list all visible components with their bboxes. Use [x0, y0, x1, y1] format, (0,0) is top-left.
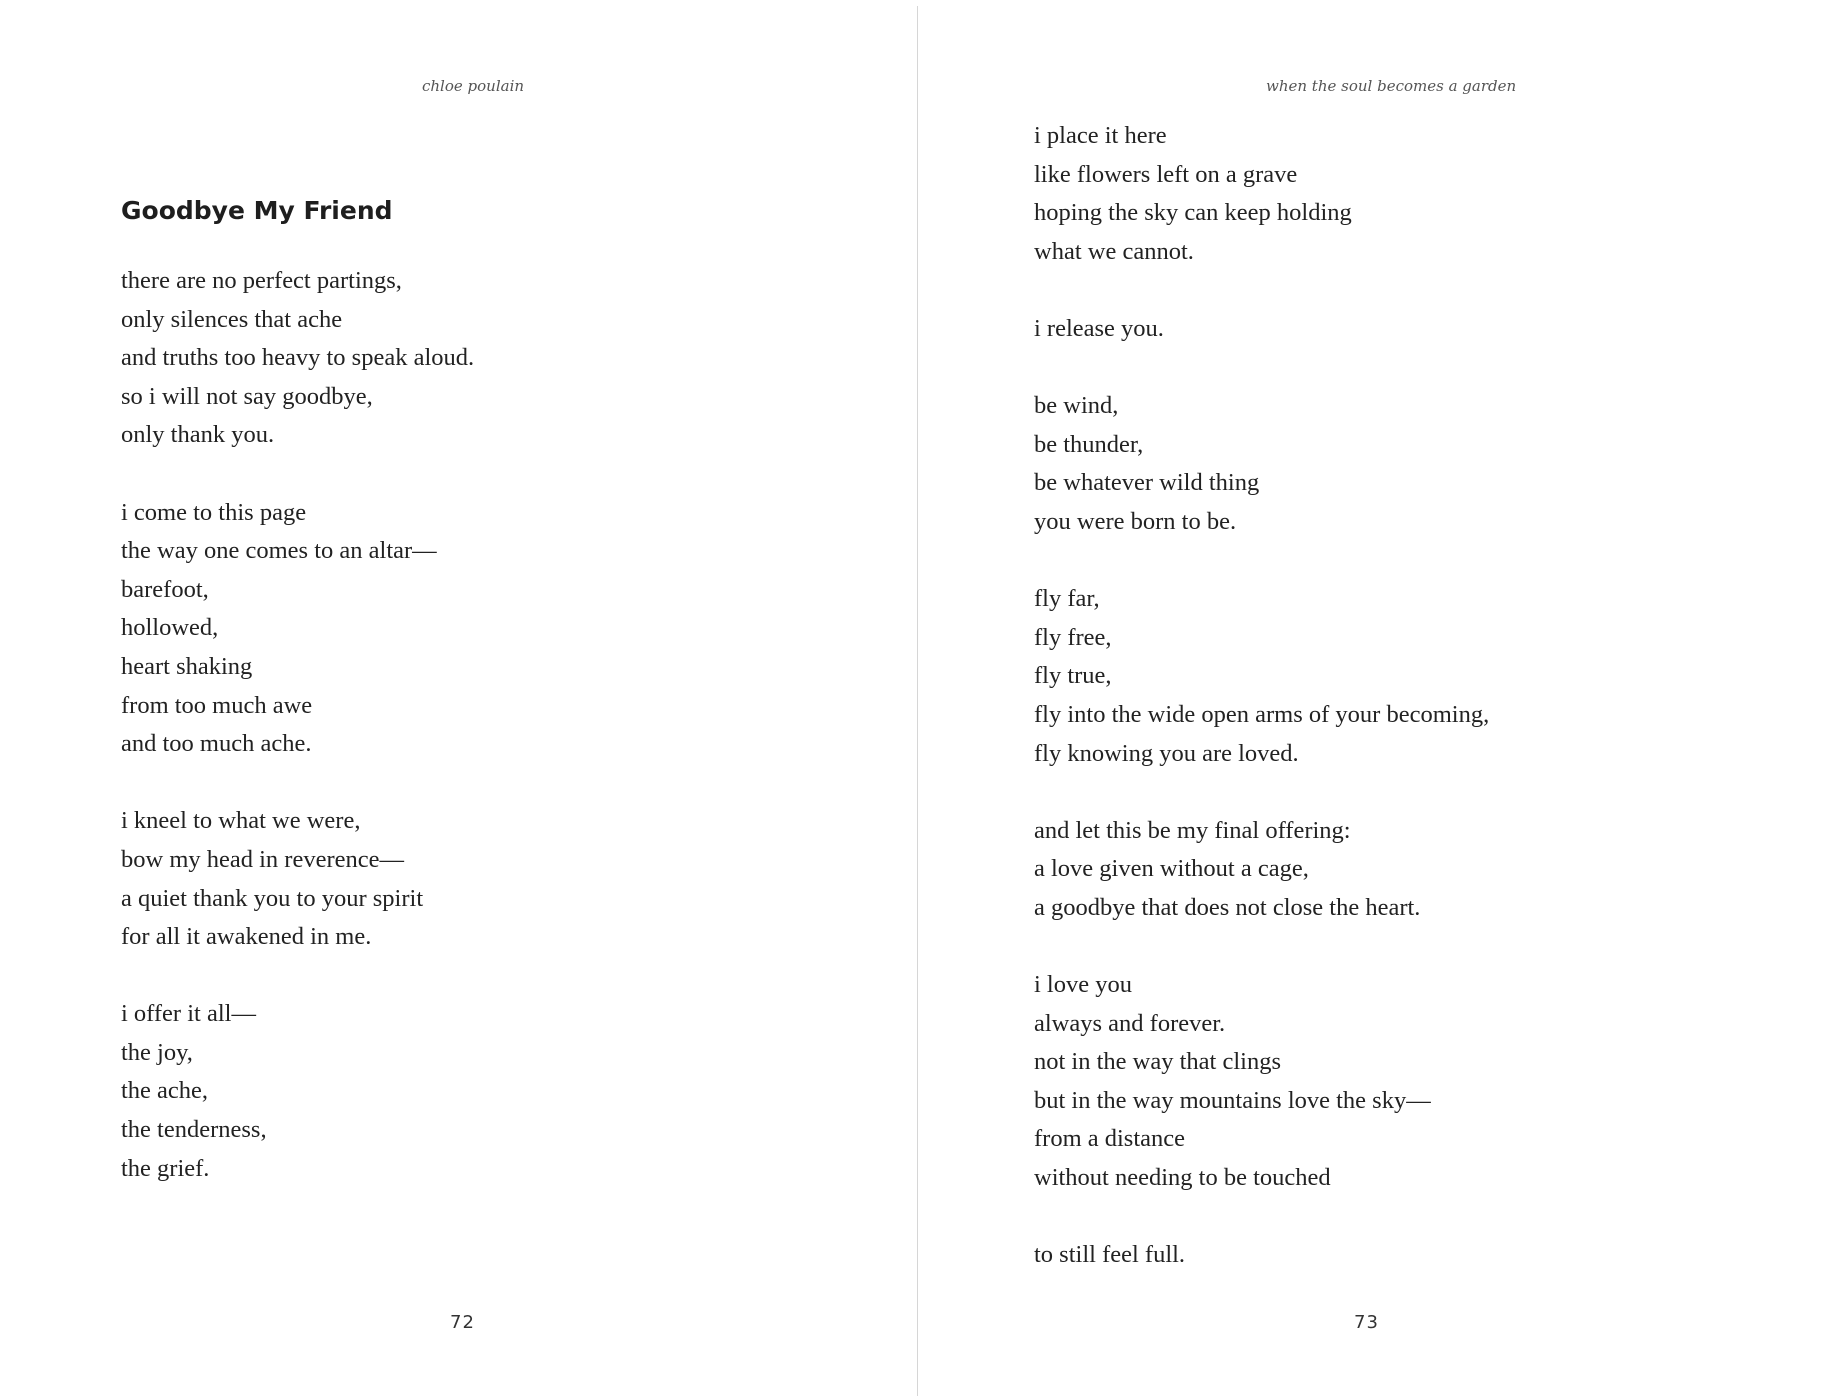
poem-line: barefoot, [121, 575, 209, 603]
stanza [1034, 580, 1489, 773]
poem-line: fly far, [1034, 585, 1100, 613]
stanza [121, 995, 474, 1188]
poem-line: i offer it all— [121, 1000, 256, 1028]
page-number: 72 [450, 1312, 475, 1333]
poem-line: like flowers left on a grave [1034, 160, 1298, 188]
poem-line: you were born to be. [1034, 507, 1237, 535]
poem-line: the ache, [121, 1077, 209, 1105]
poem-line: and truths too heavy to speak aloud. [121, 344, 475, 372]
poem-line: so i will not say goodbye, [121, 382, 373, 410]
poem-line: be whatever wild thing [1034, 469, 1260, 497]
poem-line: for all it awakened in me. [121, 923, 372, 951]
poem-line: hollowed, [121, 614, 219, 642]
poem-line: fly into the wide open arms of your becoming, [1034, 700, 1490, 728]
poem-line: the joy, [121, 1038, 193, 1066]
poem-line: from a distance [1034, 1125, 1186, 1153]
poem-line: the grief. [121, 1154, 210, 1182]
poem-line: and too much ache. [121, 730, 312, 758]
poem-body-left [121, 262, 474, 1188]
running-head-author: chloe poulain [422, 77, 525, 95]
poem-line: i kneel to what we were, [121, 807, 361, 835]
poem-line: only thank you. [121, 421, 275, 449]
poem-line: i release you. [1034, 314, 1164, 342]
poem-line: from too much awe [121, 691, 313, 719]
poem-line: a love given without a cage, [1034, 855, 1309, 883]
poem-line: i place it here [1034, 122, 1167, 149]
page-number: 73 [1354, 1312, 1379, 1333]
stanza [1034, 1236, 1489, 1275]
poem-line: fly knowing you are loved. [1034, 739, 1299, 767]
poem-line: i come to this page [121, 498, 307, 526]
poem-line: a goodbye that does not close the heart. [1034, 893, 1421, 921]
poem-line: bow my head in reverence— [121, 845, 404, 873]
poem-line: only silences that ache [121, 305, 343, 333]
poem-line: the tenderness, [121, 1116, 267, 1144]
poem-line: fly true, [1034, 662, 1112, 690]
stanza [121, 494, 474, 764]
poem-line: fly free, [1034, 623, 1112, 651]
running-head-book-title: when the soul becomes a garden [1266, 77, 1517, 95]
poem-line: i love you [1034, 971, 1132, 999]
poem-line: heart shaking [121, 652, 253, 680]
stanza [121, 262, 474, 455]
poem-line: and let this be my final offering: [1034, 816, 1351, 844]
poem-line: be thunder, [1034, 430, 1144, 458]
stanza [1034, 966, 1489, 1198]
poem-line: always and forever. [1034, 1009, 1226, 1037]
stanza [121, 802, 474, 956]
stanza [1034, 812, 1489, 928]
poem-line: there are no perfect partings, [121, 267, 402, 294]
poem-line: to still feel full. [1034, 1241, 1186, 1269]
stanza [1034, 387, 1489, 541]
poem-line: a quiet thank you to your spirit [121, 884, 424, 912]
stanza [1034, 310, 1489, 349]
poem-body-right [1034, 117, 1489, 1275]
poem-line: without needing to be touched [1034, 1164, 1331, 1192]
right-page [918, 6, 1832, 1396]
poem-line: hoping the sky can keep holding [1034, 199, 1352, 227]
poem-line: but in the way mountains love the sky— [1034, 1086, 1431, 1114]
poem-line: be wind, [1034, 392, 1119, 420]
poem-line: not in the way that clings [1034, 1048, 1281, 1076]
stanza [1034, 117, 1489, 271]
poem-line: what we cannot. [1034, 237, 1194, 265]
poem-title: Goodbye My Friend [121, 196, 393, 225]
poem-line: the way one comes to an altar— [121, 537, 437, 565]
left-page [4, 6, 918, 1396]
